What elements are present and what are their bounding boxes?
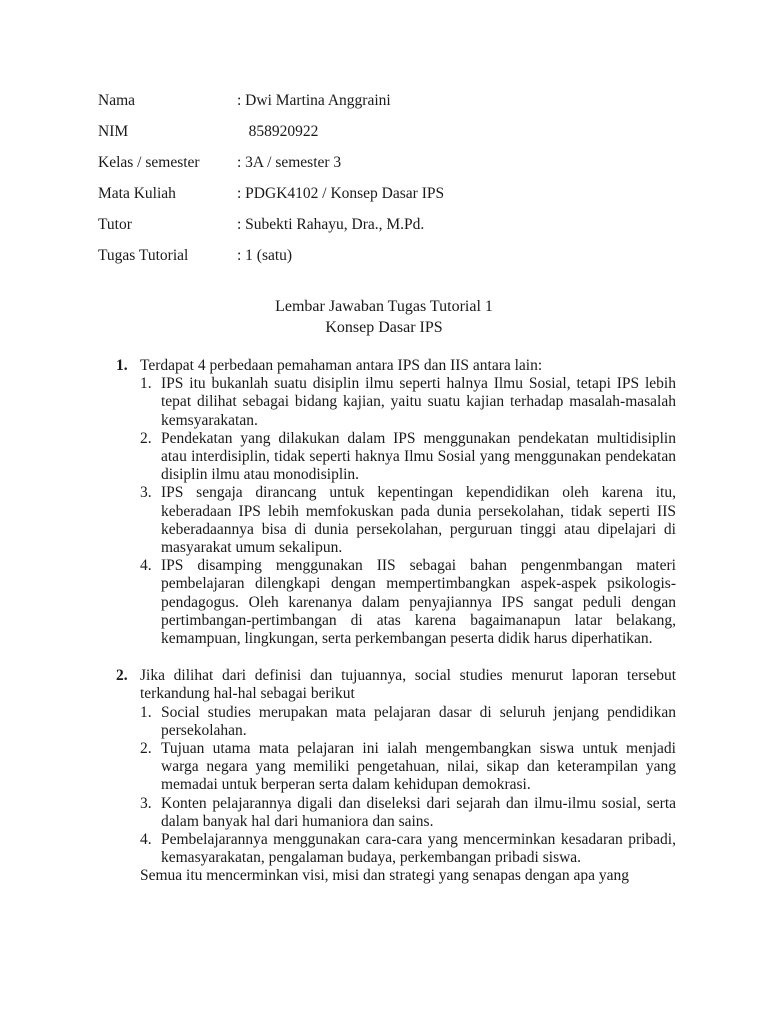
list-item [140,704,676,740]
answer-sections [116,357,676,905]
item-number: 2. [140,429,152,447]
info-value: : Subekti Rahayu, Dra., M.Pd. [237,216,425,233]
sub-list [140,375,676,648]
info-row-nama [98,90,444,121]
info-row-nim [98,121,444,152]
answer-section-1 [116,357,676,648]
item-number: 1. [140,703,152,721]
item-number: 4. [140,557,152,575]
item-number: 3. [140,794,152,812]
info-label: Kelas / semester [98,154,200,171]
item-text: Social studies merupakan mata pelajaran dasar di seluruh jenjang pendidikan persekolahan. [161,703,676,739]
info-label: Tugas Tutorial [98,247,189,264]
info-row-mata-kuliah [98,183,444,214]
info-label: Nama [98,92,136,109]
item-number: 1. [140,375,152,393]
item-number: 3. [140,484,152,502]
item-text: Pendekatan yang dilakukan dalam IPS menggunakan pendekatan multidisiplin atau interdisiplin, tidak seperti haknya Ilmu Sosial yang menggunakan pendekatan disiplin ilmu atau monodisiplin. [161,429,676,484]
info-label: NIM [98,123,129,140]
info-label: Tutor [98,216,132,233]
list-item [140,484,676,557]
info-label: Mata Kuliah [98,185,176,202]
info-row-tugas [98,245,444,276]
list-item [140,557,676,648]
section-intro: Jika dilihat dari definisi dan tujuannya, social studies menurut laporan tersebut terkandung hal-hal sebagai berikut [140,667,676,703]
info-value: : Dwi Martina Anggraini [237,92,391,109]
info-row-kelas [98,152,444,183]
item-number: 4. [140,831,152,849]
sub-list [140,704,676,868]
document-title [0,296,768,338]
list-item [140,430,676,485]
item-text: Tujuan utama mata pelajaran ini ialah mengembangkan siswa untuk menjadi warga negara yang memiliki pengetahuan, nilai, sikap dan keterampilan yang memadai untuk berperan serta dalam kehidupan demokrasi. [161,740,676,794]
title-line-2: Konsep Dasar IPS [325,319,443,336]
item-text: Pembelajarannya menggunakan cara-cara yang mencerminkan kesadaran pribadi, kemasyarakatan, pengalaman budaya, perkembangan pribadi siswa. [161,831,676,867]
info-value: 858920922 [237,123,319,140]
section-intro: Terdapat 4 perbedaan pemahaman antara IPS dan IIS antara lain: [140,357,543,374]
student-info-table [98,90,444,276]
item-text: IPS disamping menggunakan IIS sebagai bahan pengenmbangan materi pembelajaran dilengkapi dengan mempertimbangkan aspek-aspek psikologis-pendagogus. Oleh karenanya dalam penyajiannya IPS sangat peduli dengan pertimbangan-pertimbangan di atas karena bagaimanapun latar belakang, kemampuan, lingkungan, serta perkembangan peserta didik harus diperhatikan. [161,557,676,648]
item-number: 2. [140,740,152,758]
list-item [140,831,676,867]
list-item [140,375,676,430]
info-value: : PDGK4102 / Konsep Dasar IPS [237,185,445,202]
section-number: 1. [116,357,128,374]
section-number: 2. [116,667,128,685]
answer-section-2 [116,667,676,885]
item-text: IPS sengaja dirancang untuk kepentingan kependidikan oleh karena itu, keberadaan IPS lebih memfokuskan pada dunia persekolahan, tidak seperti IIS keberadaannya bisa di dunia persekolahan, perguruan tinggi atau dipelajari di masyarakat umum sekalipun. [161,484,676,557]
list-item [140,795,676,831]
item-text: Konten pelajarannya digali dan diseleksi dari sejarah dan ilmu-ilmu sosial, serta dalam banyak hal dari humaniora dan sains. [161,794,676,830]
item-text: IPS itu bukanlah suatu disiplin ilmu seperti halnya Ilmu Sosial, tetapi IPS lebih tepat dilihat sebagai bidang kajian, yaitu suatu kajian terhadap masalah-masalah kemsyarakatan. [161,375,676,429]
info-value: : 1 (satu) [237,247,293,264]
info-row-tutor [98,214,444,245]
list-item [140,740,676,795]
title-line-1: Lembar Jawaban Tugas Tutorial 1 [275,298,493,315]
section-outro: Semua itu mencerminkan visi, misi dan strategi yang senapas dengan apa yang [140,867,629,885]
info-value: : 3A / semester 3 [237,154,342,171]
